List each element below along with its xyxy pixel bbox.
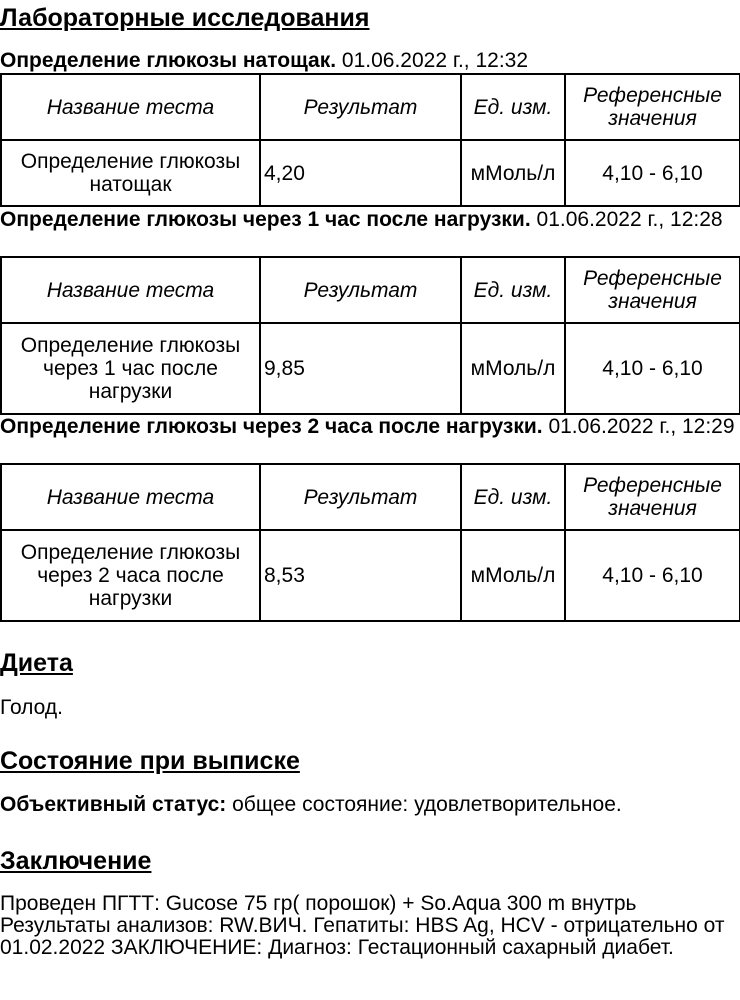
test-unit: мМоль/л [461, 530, 565, 621]
test-2-title: Определение глюкозы через 1 час после нагрузки. [0, 208, 531, 231]
col-header-unit: Ед. изм. [461, 464, 565, 530]
conclusion-text: Проведен ПГТТ: Gucose 75 гр( порошок) + So.Aqua 300 m внутрь Результаты анализов: RW.ВИЧ. Гепатиты: HBS Ag, HCV - отрицательно от 01.02.2022 ЗАКЛЮЧЕНИЕ: Диагноз: Гестационный сахарный диабет. [0, 892, 725, 959]
col-header-result: Результат [260, 257, 461, 323]
discharge-heading: Состояние при выписке [0, 747, 300, 775]
test-1-caption [0, 50, 738, 72]
col-header-unit: Ед. изм. [461, 74, 565, 140]
test-result: 9,85 [260, 323, 461, 414]
test-3-table [0, 463, 740, 622]
col-header-result: Результат [260, 74, 461, 140]
table-row [1, 530, 740, 621]
test-3-title: Определение глюкозы через 2 часа после нагрузки. [0, 415, 543, 438]
test-2-table [0, 256, 740, 415]
test-reference: 4,10 - 6,10 [565, 530, 740, 621]
table-header-row [1, 257, 740, 323]
lab-heading: Лабораторные исследования [0, 4, 370, 32]
col-header-result: Результат [260, 464, 461, 530]
test-unit: мМоль/л [461, 323, 565, 414]
col-header-unit: Ед. изм. [461, 257, 565, 323]
test-1-datetime: 01.06.2022 г., 12:32 [341, 49, 529, 72]
table-row [1, 140, 740, 206]
test-1-title: Определение глюкозы натощак. [0, 49, 337, 72]
test-3-caption [0, 416, 738, 438]
diet-text: Голод. [0, 696, 63, 719]
status-text: общее состояние: удовлетворительное. [232, 793, 622, 816]
test-result: 8,53 [260, 530, 461, 621]
discharge-status [0, 794, 738, 816]
col-header-reference: Референсные значения [565, 74, 740, 140]
status-label: Объективный статус: [0, 793, 227, 816]
test-unit: мМоль/л [461, 140, 565, 206]
table-row [1, 323, 740, 414]
test-2-caption [0, 209, 738, 231]
diet-heading: Диета [0, 649, 73, 677]
test-3-datetime: 01.06.2022 г., 12:29 [548, 415, 735, 438]
test-name: Определение глюкозы натощак [1, 140, 260, 206]
col-header-reference: Референсные значения [565, 257, 740, 323]
test-2-datetime: 01.06.2022 г., 12:28 [536, 208, 723, 231]
col-header-name: Название теста [1, 464, 260, 530]
test-reference: 4,10 - 6,10 [565, 323, 740, 414]
test-result: 4,20 [260, 140, 461, 206]
col-header-name: Название теста [1, 74, 260, 140]
table-header-row [1, 74, 740, 140]
test-1-table [0, 73, 740, 207]
conclusion-heading: Заключение [0, 847, 152, 875]
table-header-row [1, 464, 740, 530]
col-header-reference: Референсные значения [565, 464, 740, 530]
test-reference: 4,10 - 6,10 [565, 140, 740, 206]
test-name: Определение глюкозы через 1 час после нагрузки [1, 323, 260, 414]
col-header-name: Название теста [1, 257, 260, 323]
test-name: Определение глюкозы через 2 часа после нагрузки [1, 530, 260, 621]
